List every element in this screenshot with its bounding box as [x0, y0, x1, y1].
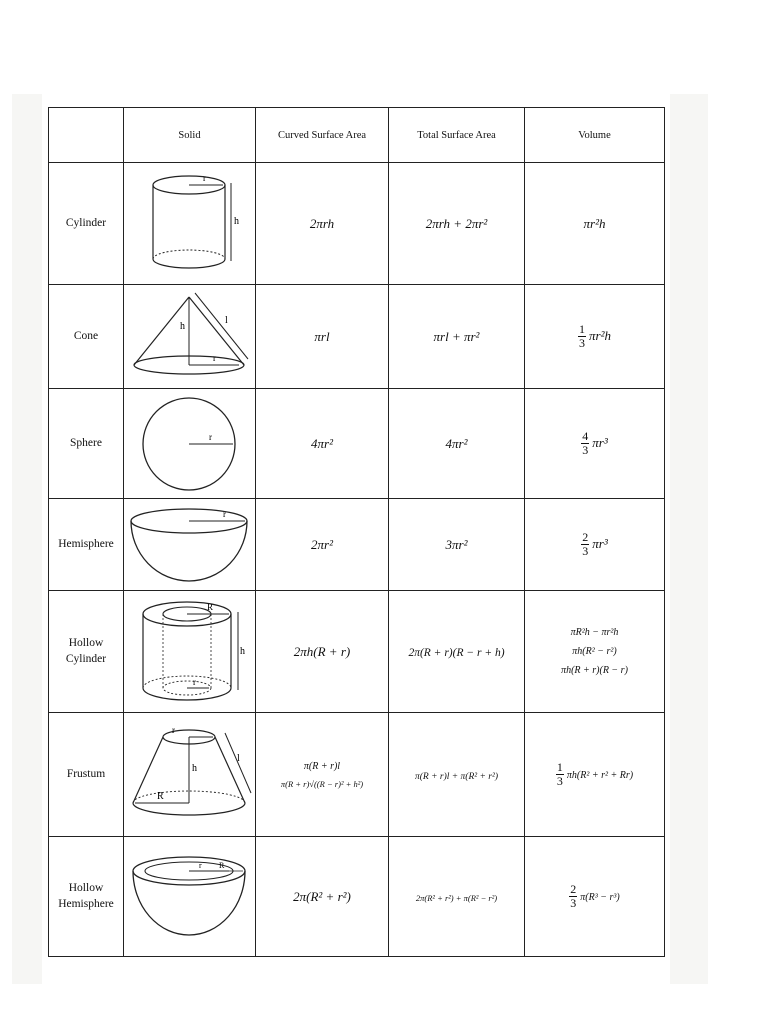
cylinder-figure	[127, 169, 252, 279]
label-r: r	[199, 860, 202, 870]
table-row-sphere	[49, 389, 665, 499]
label-h: h	[180, 321, 185, 332]
label-r: r	[172, 724, 175, 735]
label-r: r	[223, 508, 226, 519]
label-R: R	[219, 860, 225, 870]
solid-name-line: Cylinder	[65, 652, 107, 665]
page-margin-right	[670, 94, 708, 984]
formula: 2πrh + 2πr²	[425, 215, 488, 231]
total-surface-area-cell	[389, 389, 525, 499]
volume-cell	[525, 163, 665, 285]
curved-surface-area-cell	[256, 285, 389, 389]
solid-name	[49, 499, 124, 591]
solid-name	[49, 285, 124, 389]
fraction: $\frac{2}{3}$	[582, 530, 589, 558]
solid-name-line: Hemisphere	[58, 897, 114, 910]
hollow-hemisphere-figure	[127, 847, 252, 947]
curved-surface-area-cell	[256, 837, 389, 957]
header-solid: Solid	[124, 108, 256, 163]
solid-name	[49, 713, 124, 837]
formula: π(R + r)√((R − r)² + h²)	[280, 778, 364, 789]
solid-name-line: Hemisphere	[58, 537, 114, 550]
curved-surface-area-cell	[256, 163, 389, 285]
formula: π(R³ − r³)	[580, 892, 620, 904]
formula: 2π(R² + r²) + π(R² − r²)	[415, 892, 498, 903]
volume-cell	[525, 837, 665, 957]
solid-name-line: Sphere	[70, 436, 102, 449]
solid-name-line: Hollow	[68, 636, 104, 649]
fraction: $\frac{2}{3}$	[570, 882, 577, 910]
solid-name	[49, 591, 124, 713]
solid-figure	[124, 713, 256, 837]
total-surface-area-cell	[389, 837, 525, 957]
formula: 2πr²	[311, 536, 333, 552]
solid-figure	[124, 499, 256, 591]
table-row-hemisphere	[49, 499, 665, 591]
formula: πh(R² + r² + Rr)	[566, 770, 634, 782]
total-surface-area-cell	[389, 499, 525, 591]
formula: 3πr²	[445, 536, 468, 552]
cone-figure	[127, 289, 252, 384]
formula: πr³	[592, 536, 608, 552]
formula: πr²h	[589, 328, 611, 344]
formula: πh(R² − r²)	[572, 646, 617, 657]
curved-surface-area-cell	[256, 713, 389, 837]
header-volume: Volume	[525, 108, 665, 163]
fraction: $\frac{4}{3}$	[582, 429, 589, 457]
curved-surface-area-cell	[256, 389, 389, 499]
header-row	[49, 108, 665, 163]
formula: 2πh(R + r)	[293, 643, 351, 659]
table-row-hollow-cylinder	[49, 591, 665, 713]
label-R: R	[207, 601, 214, 612]
solid-name-line: Cylinder	[65, 216, 107, 229]
formula: πR²h − πr²h	[570, 627, 619, 638]
volume-cell	[525, 285, 665, 389]
solid-figure	[124, 837, 256, 957]
curved-surface-area-cell	[256, 499, 389, 591]
volume-cell	[525, 591, 665, 713]
curved-surface-area-cell	[256, 591, 389, 713]
formula: πh(R + r)(R − r)	[561, 665, 628, 676]
solids-formula-table	[48, 107, 665, 957]
solid-figure	[124, 591, 256, 713]
label-r: r	[213, 353, 216, 363]
table-row-hollow-hemisphere	[49, 837, 665, 957]
label-r: r	[203, 172, 206, 183]
frustum-figure	[127, 719, 252, 831]
formula: π(R + r)l + π(R² + r²)	[415, 771, 498, 782]
total-surface-area-cell	[389, 713, 525, 837]
formula: πrl	[314, 328, 330, 344]
solid-name	[49, 389, 124, 499]
solid-figure	[124, 285, 256, 389]
label-h: h	[192, 762, 197, 774]
table-row-frustum	[49, 713, 665, 837]
table-row-cone	[49, 285, 665, 389]
volume-cell	[525, 499, 665, 591]
total-surface-area-cell	[389, 163, 525, 285]
hemisphere-figure	[127, 503, 252, 587]
formula: πr²h	[583, 215, 606, 231]
formula: πr³	[592, 435, 608, 451]
formula: 2πrh	[309, 215, 335, 231]
hollow-cylinder-figure	[127, 596, 252, 708]
header-total-surface-area: Total Surface Area	[389, 108, 525, 163]
formula: π(R + r)l	[303, 760, 341, 772]
formula: πrl + πr²	[433, 328, 480, 344]
label-R: R	[157, 790, 164, 802]
header-curved-surface-area: Curved Surface Area	[256, 108, 389, 163]
label-l: l	[237, 752, 240, 764]
solid-figure	[124, 389, 256, 499]
formula: 2π(R² + r²)	[293, 888, 351, 904]
label-r: r	[193, 676, 196, 687]
page-margin-left	[12, 94, 42, 984]
formula: 4πr²	[311, 435, 333, 451]
formula: 4πr²	[445, 435, 468, 451]
fraction: $\frac{1}{3}$	[556, 760, 563, 788]
solid-name-line: Hollow	[68, 881, 104, 894]
solid-name	[49, 163, 124, 285]
label-l: l	[225, 315, 228, 326]
total-surface-area-cell	[389, 285, 525, 389]
label-h: h	[240, 645, 245, 657]
sphere-figure	[127, 394, 252, 494]
total-surface-area-cell	[389, 591, 525, 713]
table-row-cylinder	[49, 163, 665, 285]
formula: 2π(R + r)(R − r + h)	[408, 646, 505, 659]
label-h: h	[234, 215, 239, 227]
header-blank	[49, 108, 124, 163]
volume-cell	[525, 713, 665, 837]
label-r: r	[209, 431, 212, 442]
solid-figure	[124, 163, 256, 285]
fraction: $\frac{1}{3}$	[579, 322, 585, 350]
volume-cell	[525, 389, 665, 499]
solid-name-line: Frustum	[66, 767, 106, 780]
solid-name-line: Cone	[73, 329, 99, 342]
solid-name	[49, 837, 124, 957]
